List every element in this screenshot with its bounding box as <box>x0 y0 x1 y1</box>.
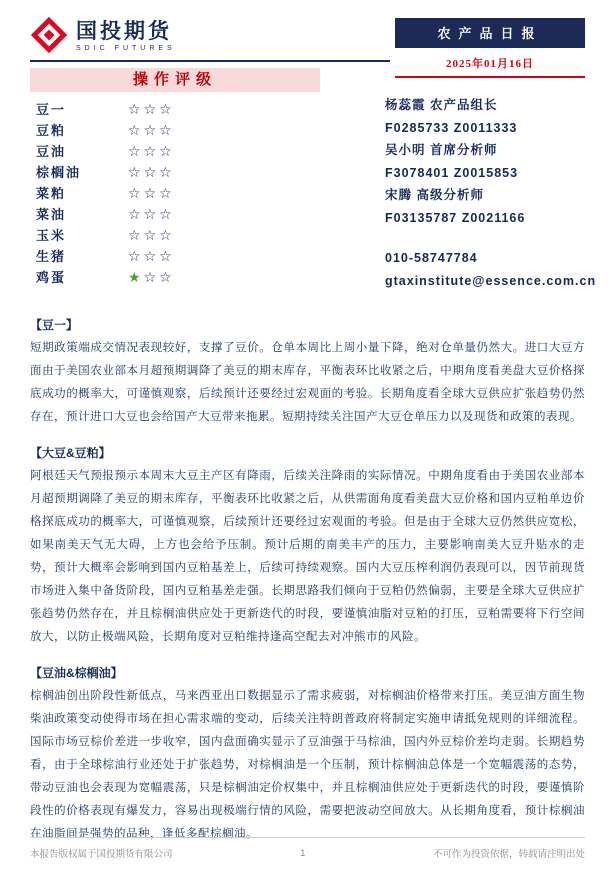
star-outline-icon: ☆ <box>159 142 175 159</box>
star-outline-icon: ☆ <box>128 121 144 138</box>
star-outline-icon: ☆ <box>143 163 160 180</box>
star-outline-icon: ☆ <box>128 205 144 222</box>
star-outline-icon: ☆ <box>159 163 175 180</box>
star-outline-icon: ☆ <box>128 100 144 117</box>
rating-column <box>30 68 385 292</box>
rating-row <box>30 140 320 161</box>
commodity-name: 豆粕 <box>36 123 67 138</box>
commodity-name: 豆油 <box>36 144 67 159</box>
star-outline-icon: ☆ <box>159 226 175 243</box>
star-outline-icon: ☆ <box>143 142 160 159</box>
star-rating <box>128 186 175 200</box>
rating-panel-title: 操作评级 <box>30 68 320 92</box>
commodity-name: 生猪 <box>36 249 67 264</box>
contact-email: gtaxinstitute@essence.com.cn <box>385 273 597 288</box>
commodity-name: 豆一 <box>36 102 67 117</box>
star-outline-icon: ☆ <box>143 100 160 117</box>
section-body: 阿根廷天气预报预示本周末大豆主产区有降雨，后续关注降雨的实际情况。中期角度看由于美国农业部本月超预期调降了美豆的期末库存，平衡表环比收紧之后，从供需面角度看美盘大豆价格和国内豆粕单边价格探底成功的概率大，可谨慎观察，后续预计还要经过宏观面的考验。但是由于全球大豆仍然供应宽松，如果南美天气无大碍，上方也会给予压制。预计后期的南美丰产的压力，主要影响南美大豆升贴水的走势，预计大概率会影响到国内豆粕基差上，后续可持续观察。国内大豆压榨利润仍表现可以，因节前现货市场进入集中备货阶段，国内豆粕基差走强。长期思路我们倾向于豆粕仍然偏弱，主要是全球大豆供应扩张趋势仍然存在，并且棕榈油供应处于更新迭代的时段，要谨慎油脂对豆粕的打压，豆粕需要将下行空间放大，以防止极端风险，长期角度对豆粕维持逢高空配去对冲熊市的风险。 <box>30 470 585 643</box>
report-section <box>30 662 585 846</box>
rating-row <box>30 98 320 119</box>
section-body: 短期政策端成交情况表现较好，支撑了豆价。仓单本周比上周小量下降，绝对仓单量仍然大。进口大豆方面由于美国农业部本月超预期调降了美豆的期末库存，平衡表环比收紧之后，中期角度看美盘大豆价格探底成功的概率大，可谨慎观察，后续预计还要经过宏观面的考验。长期角度看全球大豆供应扩张趋势仍然存在，预计进口大豆也会给国产大豆带来拖累。短期持续关注国产大豆仓单压力以及现货和政策的表现。 <box>30 342 585 423</box>
report-section <box>30 442 585 649</box>
rating-row <box>30 266 320 287</box>
page-number: 1 <box>300 847 306 859</box>
report-date: 2025年01月16日 <box>395 55 585 78</box>
brand-header <box>30 16 390 62</box>
contact-phone: 010-58747784 <box>385 251 478 265</box>
analyst-list <box>385 94 596 229</box>
section-body: 棕榈油创出阶段性新低点，马来西亚出口数据显示了需求疲弱，对棕榈油价格带来打压。美豆油方面生物柴油政策变动使得市场在担心需求端的变动，后续关注特朗普政府将制定实施申请抵免规则的详细流程。国际市场豆棕价差进一步收窄，国内盘面确实显示了豆油强于马棕油，国内外豆棕价差均走弱。长期趋势看，由于全球棕油行业还处于扩张趋势，对棕榈油是一个压制，预计棕榈油总体是一个宽幅震荡的态势，带动豆油也会表现为宽幅震荡，只是棕榈油定价权集中，并且棕榈油供应处于更新迭代的时段，要谨慎阶段性的价格表现有爆发力，容易出现极端行情的风险，需要把波动空间放大。从长期角度看，预计棕榈油在油脂间是强势的品种，逢低多配棕榈油。 <box>30 690 585 840</box>
analyst-entry <box>385 139 596 184</box>
rating-rows <box>30 98 320 287</box>
analyst-name-title: 杨蕊霞 农产品组长 <box>385 98 498 112</box>
star-outline-icon: ☆ <box>159 205 175 222</box>
top-grid <box>30 68 597 292</box>
report-type-banner: 农产品日报 <box>395 18 585 48</box>
section-title: 【豆一】 <box>30 318 79 332</box>
rating-row <box>30 161 320 182</box>
rating-row <box>30 182 320 203</box>
analyst-entry <box>385 94 596 139</box>
star-outline-icon: ☆ <box>143 226 160 243</box>
commodity-name: 棕榈油 <box>36 165 82 180</box>
commodity-name: 鸡蛋 <box>36 270 67 285</box>
commodity-name: 菜油 <box>36 207 67 222</box>
star-outline-icon: ☆ <box>128 247 144 264</box>
star-rating <box>128 228 175 242</box>
rating-row <box>30 119 320 140</box>
star-filled-icon: ★ <box>128 268 144 285</box>
rating-panel <box>30 68 320 287</box>
star-outline-icon: ☆ <box>143 268 160 285</box>
star-rating <box>128 207 175 221</box>
star-outline-icon: ☆ <box>143 247 160 264</box>
star-rating <box>128 249 175 263</box>
analyst-name-title: 吴小明 首席分析师 <box>385 143 498 157</box>
analyst-codes: F03135787 Z0021166 <box>385 210 526 225</box>
contact-block <box>385 247 596 292</box>
star-outline-icon: ☆ <box>128 163 144 180</box>
star-outline-icon: ☆ <box>159 268 175 285</box>
report-sections <box>30 314 585 846</box>
star-rating <box>128 102 175 116</box>
brand-subtitle: SDIC FUTURES <box>76 44 176 52</box>
star-outline-icon: ☆ <box>128 226 144 243</box>
report-section <box>30 314 585 429</box>
star-outline-icon: ☆ <box>128 184 144 201</box>
star-outline-icon: ☆ <box>159 247 175 264</box>
star-outline-icon: ☆ <box>159 100 175 117</box>
page-footer <box>30 837 585 860</box>
commodity-name: 菜粕 <box>36 186 67 201</box>
footer-disclaimer: 不可作为投资依据，转载请注明出处 <box>432 849 585 860</box>
brand-text <box>76 19 176 52</box>
star-rating <box>128 123 175 137</box>
analyst-entry <box>385 184 596 229</box>
analyst-column <box>385 68 596 292</box>
section-title: 【豆油&棕榈油】 <box>30 666 123 680</box>
rating-row <box>30 245 320 266</box>
analyst-name-title: 宋腾 高级分析师 <box>385 188 484 202</box>
star-rating <box>128 270 175 284</box>
sdic-logo-icon <box>30 16 68 54</box>
footer-copyright: 本报告版权属于国投期货有限公司 <box>30 849 173 860</box>
commodity-name: 玉米 <box>36 228 67 243</box>
section-title: 【大豆&豆粕】 <box>30 446 111 460</box>
rating-row <box>30 224 320 245</box>
star-outline-icon: ☆ <box>143 184 160 201</box>
star-outline-icon: ☆ <box>159 121 175 138</box>
star-outline-icon: ☆ <box>143 205 160 222</box>
analyst-codes: F0285733 Z0011333 <box>385 120 518 135</box>
report-banner-box <box>395 18 585 78</box>
brand-name: 国投期货 <box>76 18 172 43</box>
star-outline-icon: ☆ <box>143 121 160 138</box>
analyst-codes: F3078401 Z0015853 <box>385 165 519 180</box>
star-rating <box>128 144 175 158</box>
rating-row <box>30 203 320 224</box>
star-outline-icon: ☆ <box>159 184 175 201</box>
star-outline-icon: ☆ <box>128 142 144 159</box>
star-rating <box>128 165 175 179</box>
